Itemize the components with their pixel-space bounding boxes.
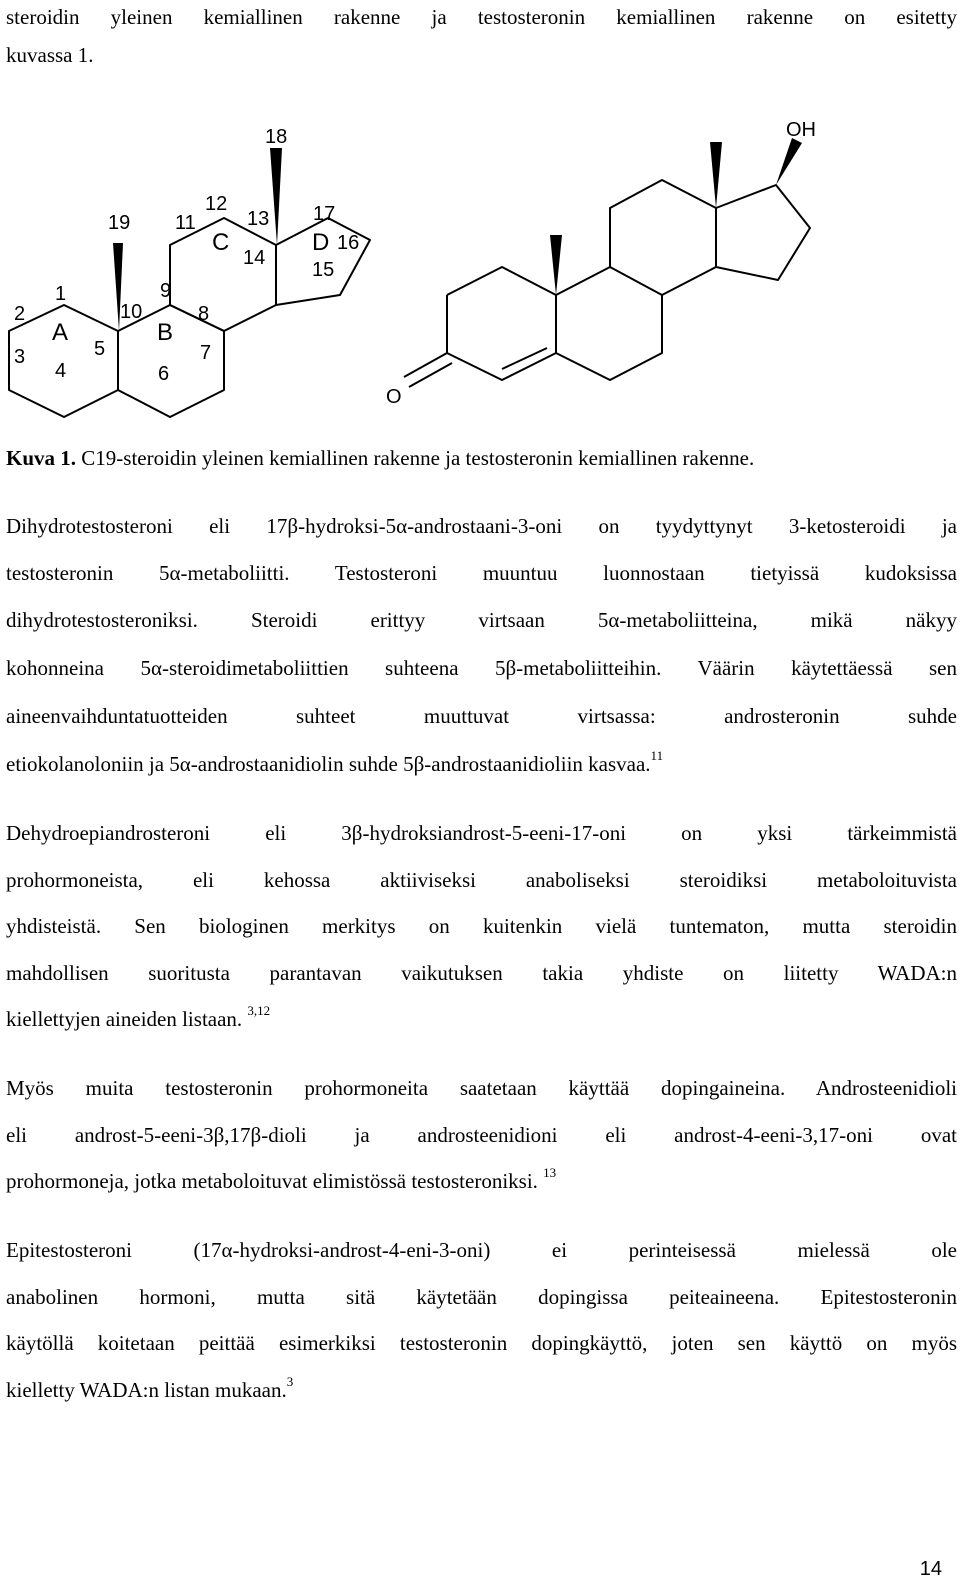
label-15: 15 [312, 259, 335, 281]
p4-line-2: anabolinen hormoni, mutta sitä käytetään dopingissa peiteaineena. Epitestosteronin [6, 1285, 957, 1309]
caption-text: C19-steroidin yleinen kemiallinen rakenne ja testosteronin kemiallinen rakenne. [76, 446, 755, 470]
p1-reference: 11 [650, 748, 664, 763]
p2-reference: 3,12 [247, 1003, 271, 1018]
p1-line-6-text: etiokolanoloniin ja 5α-androstaanidiolin suhde 5β-androstaanidioliin kasvaa. [6, 752, 651, 776]
p2-line-4: mahdollisen suoritusta parantavan vaikutuksen takia yhdiste on liitetty WADA:n [6, 961, 957, 985]
testosterone-ring-a [447, 267, 556, 380]
p1-line-2: testosteronin 5α-metaboliitti. Testosteroni muuntuu luonnostaan tietyissä kudoksissa [6, 561, 957, 585]
label-oh: OH [786, 119, 816, 141]
label-12: 12 [205, 193, 228, 215]
p1-line-5: aineenvaihduntatuotteiden suhteet muuttuvat virtsassa: androsteronin suhde [6, 704, 957, 728]
p1-line-6 [6, 748, 664, 777]
p2-line-5-text: kiellettyjen aineiden listaan. [6, 1007, 243, 1031]
label-13: 13 [247, 208, 270, 230]
testosterone-ring-d [716, 185, 810, 280]
label-o: O [386, 386, 402, 408]
p4-line-1: Epitestosteroni (17α-hydroksi-androst-4-eni-3-oni) ei perinteisessä mielessä ole [6, 1238, 957, 1262]
p3-line-2: eli androst-5-eeni-3β,17β-dioli ja androsteenidioni eli androst-4-eeni-3,17-oni ovat [6, 1123, 957, 1147]
p2-line-5 [6, 1003, 271, 1032]
testosterone-methyl-19-wedge [550, 235, 562, 295]
label-1: 1 [55, 283, 67, 305]
testosterone-ring-c [610, 180, 716, 295]
ketone-bond-2 [409, 363, 452, 387]
p3-line-1: Myös muita testosteronin prohormoneita saatetaan käyttää dopingaineina. Androsteenidioli [6, 1076, 957, 1100]
p1-line-3: dihydrotestosteroniksi. Steroidi erittyy virtsaan 5α-metaboliitteina, mikä näkyy [6, 608, 957, 632]
intro-line-1: steroidin yleinen kemiallinen rakenne ja testosteronin kemiallinen rakenne on esitetty [6, 5, 957, 29]
p1-line-4: kohonneina 5α-steroidimetaboliittien suhteena 5β-metaboliitteihin. Väärin käytettäessä sen [6, 656, 957, 680]
methyl-18-wedge [270, 148, 282, 245]
label-19: 19 [108, 212, 131, 234]
p2-line-2: prohormoneista, eli kehossa aktiiviseksi anaboliseksi steroidiksi metaboloituvista [6, 868, 957, 892]
p3-line-3 [6, 1165, 557, 1194]
intro-line-2: kuvassa 1. [6, 43, 94, 67]
label-8: 8 [198, 303, 210, 325]
label-18: 18 [265, 126, 288, 148]
label-5: 5 [94, 338, 106, 360]
p1-line-1: Dihydrotestosteroni eli 17β-hydroksi-5α-androstaani-3-oni on tyydyttynyt 3-ketosteroidi ja [6, 514, 957, 538]
label-14: 14 [243, 247, 266, 269]
p3-line-3-text: prohormoneja, jotka metaboloituvat elimistössä testosteroniksi. [6, 1169, 538, 1193]
steroid-structures-figure [0, 80, 960, 500]
page-number: 14 [919, 1558, 942, 1580]
label-11: 11 [175, 212, 196, 234]
label-7: 7 [200, 342, 212, 364]
p4-line-4-text: kielletty WADA:n listan mukaan. [6, 1378, 287, 1402]
p3-reference: 13 [543, 1165, 557, 1180]
p2-line-1: Dehydroepiandrosteroni eli 3β-hydroksiandrost-5-eeni-17-oni on yksi tärkeimmistä [6, 821, 957, 845]
figure-caption [6, 446, 754, 471]
label-2: 2 [14, 303, 26, 325]
ketone-bond-1 [404, 353, 447, 377]
label-6: 6 [158, 363, 170, 385]
double-bond-inner [502, 348, 547, 369]
ring-label-c: C [212, 229, 230, 256]
caption-label: Kuva 1. [6, 446, 77, 470]
oh-wedge [776, 138, 802, 185]
ring-label-b: B [157, 319, 174, 346]
label-16: 16 [337, 232, 360, 254]
ring-label-a: A [52, 319, 69, 346]
p4-line-3: käytöllä koitetaan peittää esimerkiksi testosteronin dopingkäyttö, joten sen käyttö on myös [6, 1331, 957, 1355]
p2-line-3: yhdisteistä. Sen biologinen merkitys on kuitenkin vielä tuntematon, mutta steroidin [6, 914, 957, 938]
ring-label-d: D [312, 229, 330, 256]
label-4: 4 [55, 360, 67, 382]
label-17: 17 [313, 203, 336, 225]
label-9: 9 [160, 280, 172, 302]
p4-reference: 3 [286, 1374, 294, 1389]
testosterone-ring-b [556, 267, 662, 380]
p4-line-4 [6, 1374, 294, 1403]
testosterone-methyl-18-wedge [710, 142, 722, 208]
label-3: 3 [14, 346, 26, 368]
label-10: 10 [120, 301, 143, 323]
